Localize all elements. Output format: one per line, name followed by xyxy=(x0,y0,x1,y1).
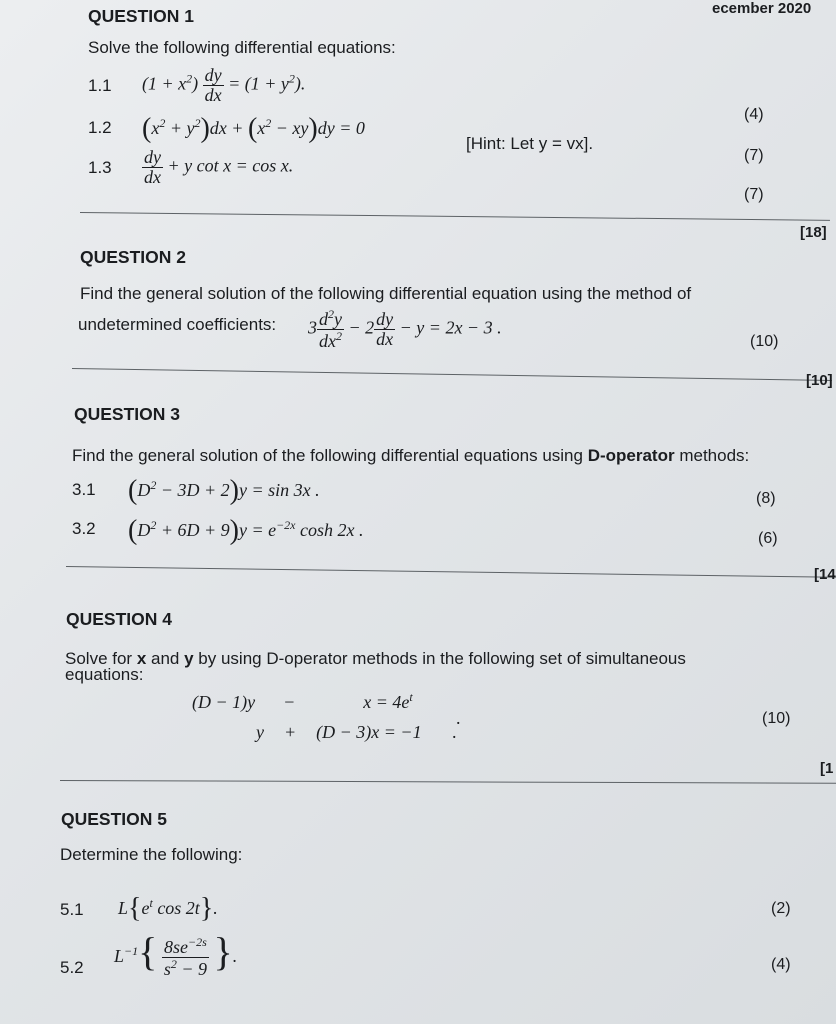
q2-divider xyxy=(72,368,832,381)
q5-item-2-equation: $L^{-1}${ $\frac{8se^{-2s}}{s^2 - 9}$ }. xyxy=(114,929,238,980)
q5-item-2-number: 5.2 xyxy=(60,958,84,977)
q1-item-2-equation: $(x^2 + y^2)dx + (x^2 - xy)dy = 0$ xyxy=(142,113,365,144)
q4-divider xyxy=(60,780,836,784)
q4-line-1-c: by using D-operator methods in the following set of simultaneous xyxy=(193,649,686,668)
q3-item-2-number: 3.2 xyxy=(72,519,96,538)
q2-total: [10] xyxy=(806,372,833,389)
q4-line-1-y: y xyxy=(184,649,194,668)
q2-title: QUESTION 2 xyxy=(80,247,186,267)
q1-item-3-marks: (7) xyxy=(744,186,764,203)
q4-line-1 xyxy=(65,649,686,669)
header-date: ecember 2020 xyxy=(712,0,812,17)
q5-item-2-marks: (4) xyxy=(771,956,791,973)
q5-item-1-marks: (2) xyxy=(771,900,791,917)
q5-title: QUESTION 5 xyxy=(61,809,167,829)
q1-title: QUESTION 1 xyxy=(88,6,194,26)
q1-item-1-number: 1.1 xyxy=(88,76,112,95)
q4-title: QUESTION 4 xyxy=(66,609,172,629)
q3-instruction-pre: Find the general solution of the following differential equations using xyxy=(72,446,588,465)
q4-equation-dot-1: . xyxy=(456,708,461,728)
q1-item-3-equation: $\frac{dy}{dx}$ + y cot x = cos x. xyxy=(144,147,294,187)
q3-total: [14 xyxy=(814,566,836,583)
q2-line-2: undetermined coefficients: xyxy=(78,315,277,334)
q4-line-1-x: x xyxy=(136,649,147,668)
q3-instruction-bold: D-operator xyxy=(587,446,675,465)
q1-total: [18] xyxy=(800,224,827,241)
q3-item-1-number: 3.1 xyxy=(72,480,96,499)
q4-line-2: equations: xyxy=(65,665,144,684)
q3-item-1-equation: $(D^2 - 3D + 2)y = \sin 3x$ . xyxy=(128,475,320,506)
q4-line-1-a: Solve for xyxy=(65,649,137,668)
q1-item-2-number: 1.2 xyxy=(88,118,112,137)
q4-equation-1: $(D - 1)y - x = 4e^t$ xyxy=(192,690,413,712)
q3-divider xyxy=(66,566,836,578)
q1-item-1-equation: $(1 + x^2)$ $\frac{dy}{dx}$ = $(1 + y^2)$. xyxy=(142,65,306,105)
q3-item-2-equation: $(D^2 + 6D + 9)y = e^{-2x}$ cosh 2x . xyxy=(128,515,364,546)
q3-item-1-marks: (8) xyxy=(756,490,776,507)
q1-item-2-marks: (7) xyxy=(744,147,764,164)
q4-equation-2: y + (D − 3)x = −1 xyxy=(256,722,422,742)
q1-item-3-number: 1.3 xyxy=(88,158,112,177)
q2-equation: 3 $\frac{d^2y}{dx^2}$ − 2 $\frac{dy}{dx}$ − y = 2x − 3 . xyxy=(308,307,502,351)
q4-equation-dot-2: . xyxy=(452,722,457,742)
q4-total: [1 xyxy=(820,760,834,777)
q1-divider xyxy=(80,212,830,221)
q3-title: QUESTION 3 xyxy=(74,404,180,424)
q3-instruction-post: methods: xyxy=(674,446,750,465)
q3-item-2-marks: (6) xyxy=(758,530,778,547)
q1-instruction: Solve the following differential equations: xyxy=(88,38,396,57)
q3-instruction xyxy=(72,446,749,466)
q4-line-1-b: and xyxy=(146,649,185,668)
q5-instruction: Determine the following: xyxy=(60,845,243,864)
q2-line-1: Find the general solution of the following differential equation using the method of xyxy=(80,284,692,303)
q1-item-2-hint: [Hint: Let y = vx]. xyxy=(466,134,594,153)
q2-marks: (10) xyxy=(750,333,779,350)
q5-item-1-equation: $L\{e^t$ cos 2t}. xyxy=(118,893,218,924)
q1-item-1-marks: (4) xyxy=(744,106,764,123)
q5-item-1-number: 5.1 xyxy=(60,900,84,919)
q4-marks: (10) xyxy=(762,710,791,727)
